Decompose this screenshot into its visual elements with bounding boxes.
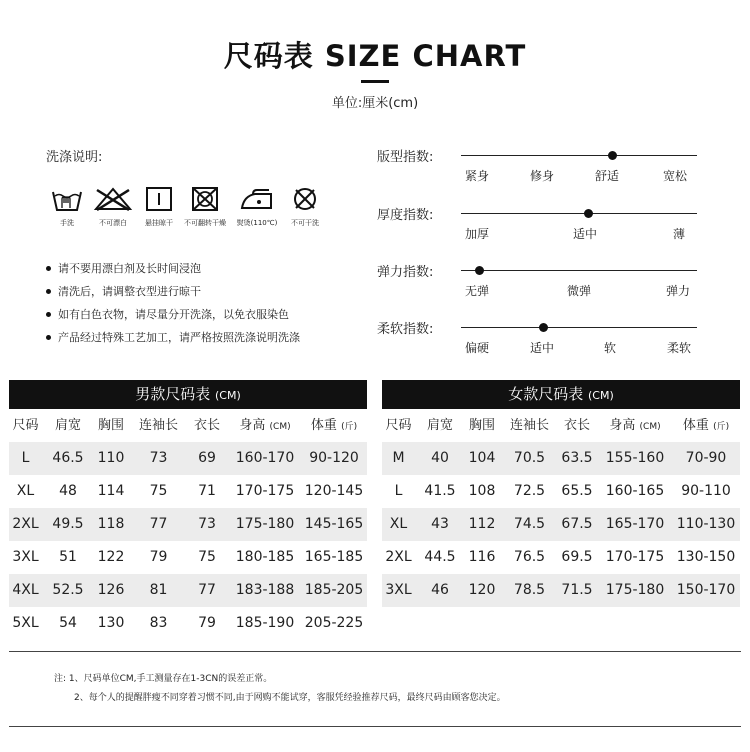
care-item — [46, 331, 300, 354]
wash-label: 手洗 — [60, 219, 74, 227]
wash-icon-item — [90, 186, 136, 228]
index-scale-line — [461, 327, 697, 328]
wash-icon-item — [182, 186, 228, 228]
size-cell: XL — [389, 516, 408, 532]
weight-header: 体重 — [310, 418, 337, 433]
wash-label: 悬挂晾干 — [145, 219, 173, 227]
mens-title-text: 男款尺码表 — [135, 385, 211, 403]
table-cell: 43 — [431, 516, 449, 532]
index-option: 舒适 — [595, 169, 620, 183]
table-cell: 79 — [149, 549, 168, 565]
index-option: 软 — [604, 341, 617, 355]
table-cell: 110-130 — [676, 516, 736, 532]
table-cell: 70.5 — [513, 450, 546, 466]
table-cell: 77 — [149, 516, 168, 532]
index-option: 宽松 — [663, 169, 688, 183]
column-header: 连袖长 — [138, 418, 178, 433]
mens-title-unit: (CM) — [215, 389, 241, 402]
notes-divider-bottom — [9, 726, 741, 727]
column-header: 连袖长 — [509, 418, 549, 433]
column-header: 衣长 — [193, 418, 220, 433]
column-header: 尺码 — [12, 418, 39, 433]
table-cell: 145-165 — [304, 516, 364, 532]
size-cell: L — [21, 450, 30, 466]
wash-label: 不可翻转干燥 — [184, 219, 226, 227]
weight-unit: (斤) — [341, 422, 358, 432]
index-option: 薄 — [673, 227, 686, 241]
elasticity-index-marker — [475, 266, 484, 275]
size-cell: 4XL — [12, 582, 39, 598]
womens-size-table — [382, 380, 740, 607]
table-cell: 79 — [198, 615, 216, 631]
table-cell: 175-180 — [605, 582, 665, 598]
elasticity-index — [377, 261, 707, 311]
table-cell: 120 — [468, 582, 496, 598]
table-cell: 205-225 — [304, 615, 364, 631]
index-option: 适中 — [530, 341, 555, 355]
no-dry-clean-icon — [291, 186, 319, 212]
table-row — [9, 541, 367, 574]
table-cell: 160-170 — [235, 450, 295, 466]
table-cell: 74.5 — [513, 516, 546, 532]
table-cell: 83 — [149, 615, 168, 631]
table-cell: 52.5 — [52, 582, 84, 598]
table-cell: 112 — [468, 516, 496, 532]
table-cell: 69 — [198, 450, 216, 466]
womens-table-title — [382, 380, 740, 409]
table-cell: 118 — [97, 516, 125, 532]
table-row — [9, 475, 367, 508]
height-unit: (CM) — [269, 422, 291, 432]
table-cell: 75 — [198, 549, 216, 565]
size-cell: 2XL — [12, 516, 39, 532]
column-header-weight — [672, 409, 740, 442]
height-header: 身高 — [239, 418, 266, 433]
table-cell: 90-120 — [309, 450, 359, 466]
table-cell: 54 — [59, 615, 77, 631]
table-cell: 73 — [198, 516, 216, 532]
care-text: 产品经过特殊工艺加工，请严格按照洗涤说明洗涤 — [58, 331, 300, 344]
page-title: 尺码表 SIZE CHART — [223, 39, 527, 73]
wash-label: 熨烫(110℃) — [236, 219, 278, 227]
no-bleach-icon — [93, 186, 133, 212]
table-cell: 63.5 — [561, 450, 593, 466]
fit-index — [377, 146, 707, 196]
table-cell: 183-188 — [235, 582, 295, 598]
table-cell: 72.5 — [513, 483, 546, 499]
table-cell: 114 — [97, 483, 125, 499]
index-option: 紧身 — [465, 169, 490, 183]
fit-index-label: 版型指数: — [377, 150, 434, 165]
womens-title-text: 女款尺码表 — [508, 385, 584, 403]
size-cell: 5XL — [12, 615, 39, 631]
wash-icon-item — [234, 186, 280, 228]
no-tumble-dry-icon — [190, 186, 220, 212]
table-cell: 130-150 — [676, 549, 736, 565]
table-row — [382, 541, 740, 574]
hang-dry-icon — [145, 186, 173, 212]
index-option: 无弹 — [465, 284, 490, 298]
table-cell: 48 — [59, 483, 77, 499]
care-item — [46, 285, 300, 308]
table-cell: 165-170 — [605, 516, 665, 532]
bullet-icon — [46, 266, 51, 271]
column-header: 胸围 — [468, 418, 495, 433]
softness-index — [377, 318, 707, 368]
hand-wash-icon — [51, 186, 83, 212]
wash-label: 不可干洗 — [291, 219, 319, 227]
table-cell: 104 — [468, 450, 496, 466]
notes-divider-top — [9, 651, 741, 652]
column-header: 肩宽 — [54, 418, 81, 433]
column-header-weight — [301, 409, 367, 442]
care-text: 请不要用漂白剂及长时间浸泡 — [58, 262, 201, 275]
table-header-row — [382, 409, 740, 442]
thickness-index-marker — [584, 209, 593, 218]
softness-index-label: 柔软指数: — [377, 322, 434, 337]
index-option: 加厚 — [465, 227, 490, 241]
size-cell: M — [392, 450, 405, 466]
table-row — [9, 574, 367, 607]
table-cell: 65.5 — [561, 483, 593, 499]
unit-label: 单位:厘米(cm) — [331, 96, 419, 111]
care-item — [46, 262, 300, 285]
table-cell: 81 — [149, 582, 168, 598]
column-header: 肩宽 — [426, 418, 453, 433]
table-cell: 170-175 — [235, 483, 295, 499]
softness-index-marker — [539, 323, 548, 332]
table-row — [382, 574, 740, 607]
wash-icons — [44, 186, 334, 236]
table-cell: 67.5 — [561, 516, 593, 532]
index-option: 偏硬 — [465, 341, 490, 355]
table-cell: 49.5 — [52, 516, 84, 532]
table-cell: 71 — [198, 483, 216, 499]
table-cell: 185-190 — [235, 615, 295, 631]
column-header: 胸围 — [97, 418, 124, 433]
table-cell: 51 — [59, 549, 77, 565]
table-cell: 180-185 — [235, 549, 295, 565]
care-item — [46, 308, 300, 331]
title-divider — [361, 80, 389, 83]
index-option: 适中 — [573, 227, 598, 241]
table-cell: 76.5 — [513, 549, 546, 565]
care-text: 清洗后，请调整衣型进行晾干 — [58, 285, 201, 298]
table-cell: 122 — [97, 549, 125, 565]
table-cell: 78.5 — [513, 582, 546, 598]
table-cell: 90-110 — [681, 483, 731, 499]
table-row — [9, 442, 367, 475]
iron-icon — [239, 186, 275, 212]
column-header-height — [229, 409, 301, 442]
index-option: 修身 — [530, 169, 555, 183]
table-cell: 165-185 — [304, 549, 364, 565]
table-cell: 40 — [431, 450, 449, 466]
table-cell: 120-145 — [304, 483, 364, 499]
table-cell: 75 — [149, 483, 168, 499]
wash-label: 不可漂白 — [99, 219, 127, 227]
column-header: 尺码 — [385, 418, 412, 433]
index-scale-line — [461, 155, 697, 156]
table-row — [382, 508, 740, 541]
table-cell: 170-175 — [605, 549, 665, 565]
index-option: 微弹 — [567, 284, 592, 298]
column-header: 衣长 — [563, 418, 590, 433]
table-cell: 126 — [97, 582, 125, 598]
table-cell: 70-90 — [685, 450, 727, 466]
table-cell: 69.5 — [561, 549, 593, 565]
bullet-icon — [46, 312, 51, 317]
table-row — [382, 442, 740, 475]
table-row — [382, 475, 740, 508]
wash-instructions-title: 洗涤说明: — [46, 150, 103, 165]
weight-header: 体重 — [682, 418, 709, 433]
column-header-height — [598, 409, 672, 442]
table-cell: 46.5 — [52, 450, 84, 466]
womens-table-rows — [382, 442, 740, 607]
table-cell: 150-170 — [676, 582, 736, 598]
wash-icon-item — [44, 186, 90, 228]
fit-index-marker — [608, 151, 617, 160]
thickness-index-label: 厚度指数: — [377, 208, 434, 223]
index-option: 弹力 — [666, 284, 691, 298]
weight-unit: (斤) — [713, 422, 730, 432]
table-cell: 73 — [149, 450, 168, 466]
table-cell: 116 — [468, 549, 496, 565]
mens-size-table — [9, 380, 367, 640]
table-cell: 130 — [97, 615, 125, 631]
table-cell: 110 — [97, 450, 125, 466]
mens-table-rows — [9, 442, 367, 640]
thickness-index — [377, 204, 707, 254]
table-cell: 44.5 — [424, 549, 456, 565]
table-header-row — [9, 409, 367, 442]
table-cell: 77 — [198, 582, 216, 598]
elasticity-index-label: 弹力指数: — [377, 265, 434, 280]
index-scale-line — [461, 270, 697, 271]
womens-title-unit: (CM) — [588, 389, 614, 402]
size-cell: 3XL — [12, 549, 39, 565]
note-line-2: 2、每个人的提醒胖瘦不同穿着习惯不同,由于网购不能试穿，客服凭经验推荐尺码，最终尺码由顾客您决定。 — [74, 693, 506, 703]
wash-icon-item — [136, 186, 182, 228]
index-scale-line — [461, 213, 697, 214]
size-cell: 2XL — [385, 549, 412, 565]
care-text: 如有白色衣物，请尽量分开洗涤，以免衣服染色 — [58, 308, 289, 321]
table-row — [9, 607, 367, 640]
table-cell: 175-180 — [235, 516, 295, 532]
care-list — [46, 262, 300, 354]
size-cell: XL — [16, 483, 35, 499]
table-cell: 71.5 — [561, 582, 593, 598]
mens-table-title — [9, 380, 367, 409]
note-line-1: 注: 1、尺码单位CM,手工测量存在1-3CN的误差正常。 — [54, 674, 273, 684]
height-unit: (CM) — [639, 422, 661, 432]
size-cell: 3XL — [385, 582, 412, 598]
table-cell: 155-160 — [605, 450, 665, 466]
height-header: 身高 — [609, 418, 636, 433]
table-cell: 185-205 — [304, 582, 364, 598]
wash-icon-item — [282, 186, 328, 228]
size-cell: L — [394, 483, 403, 499]
bullet-icon — [46, 335, 51, 340]
index-option: 柔软 — [667, 341, 692, 355]
table-cell: 108 — [468, 483, 496, 499]
table-cell: 46 — [431, 582, 449, 598]
table-row — [9, 508, 367, 541]
bullet-icon — [46, 289, 51, 294]
table-cell: 160-165 — [605, 483, 665, 499]
table-cell: 41.5 — [424, 483, 456, 499]
